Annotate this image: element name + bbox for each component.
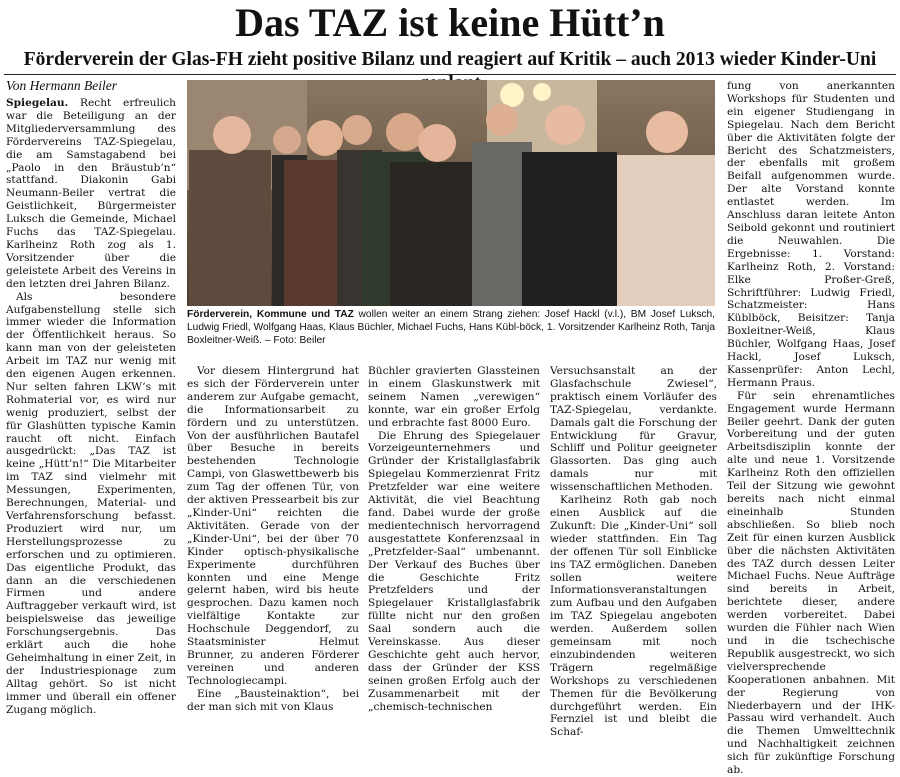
article-column-3: [368, 365, 540, 713]
group-photo-illustration: [187, 80, 715, 306]
paragraph-text: Für sein ehrenamtliches Engagement wurde Hermann Beiler geehrt. Dank der guten Vorbereitung und der guten Arbeitsdisziplin konnte der alte und neue 1. Vorsitzende Karlheinz Roth den offiziellen Teil der Sitzung wie gewohnt bereits nach nicht einmal eineinhalb Stunden abschließen. So blieb noch Zeit für einen kurzen Ausblick über die nächsten Aktivitäten des TAZ durch dessen Leiter Michael Fuchs. Neue Aufträge sind bereits in Arbeit, berichtete dieser, andere werden vorbereitet. Dabei wurden die Fühler nach Wien und in die tschechische Republik ausgestreckt, wo sich vielversprechende Kooperationen anbahnen. Mit der Regierung von Niederbayern und der IHK-Passau wird verhandelt. Auch die Themen Umwelttechnik und Nachhaltigkeit zeichnen sich für zukünftige Forschung ab.: [727, 389, 895, 777]
article-column-4: [550, 365, 717, 739]
dateline: Spiegelau.: [6, 97, 69, 109]
paragraph: [550, 365, 717, 494]
paragraph: [187, 688, 359, 714]
paragraph: [368, 430, 540, 714]
byline: Von Hermann Beiler: [6, 78, 117, 93]
article-column-5: [727, 80, 895, 777]
paragraph: [6, 291, 176, 717]
caption-bold: Förderverein, Kommune und TAZ: [187, 309, 354, 320]
paragraph-text: Karlheinz Roth gab noch einen Ausblick auf die Zukunft: Die „Kinder-Uni“ soll wieder stattfinden. Ein Tag der offenen Tür soll Einblicke ins TAZ ermöglichen. Daneben sollen weitere Informationsveranstaltungen zum Aufbau und den Aufgaben im TAZ Spiegelau angeboten werden. Außerdem sollen gemeinsam mit noch einzubindenden weiteren Trägern regelmäßige Workshops zu verschiedenen Themen für die Bevölkerung durchgeführt werden. Ein Fernziel ist und bleibt die Schaf-: [550, 494, 717, 739]
paragraph-text: Büchler gravierten Glassteinen in einem Glaskunstwerk mit seinem Namen „verewigen“ konnte, war ein großer Erfolg und erbrachte fast 8000 Euro.: [368, 365, 540, 429]
article-column-2: [187, 365, 359, 713]
headline: Das TAZ ist keine Hütt’n: [235, 0, 665, 45]
paragraph-text: Recht erfreulich war die Beteiligung an der Mitgliederversammlung des Fördervereins TAZ-Spiegelau, die am Samstagabend bei „Paolo in den Bräustub’n“ stattfand. Diakonin Gabi Neumann-Beiler vertrat die Geistlichkeit, Bürgermeister Luksch die Gemeinde, Michael Fuchs das TAZ-Spiegelau. Karlheinz Roth zog als 1. Vorsitzender über die geleistete Arbeit des Vereins in den letzten drei Jahren Bilanz.: [6, 97, 176, 290]
paragraph-text: Vor diesem Hintergrund hat es sich der Förderverein unter anderem zur Aufgabe gemacht, die Informationsarbeit zu fördern und zu unterstützen. Von der ausführlichen Bautafel über Besuche in bereits bestehenden Technologie Campi, von Glaswettbewerb bis zum Tag der offenen Tür, von der aktiven Pressearbeit bis zur „Kinder-Uni“ reichten die Aktivitäten. Gerade von der „Kinder-Uni“, bei der über 70 Kinder optisch-physikalische Experimente durchführen konnten und eine Menge gelernt haben, wird bis heute gesprochen. Dazu kamen noch vielfältige Kontakte zur Hochschule Deggendorf, zu Staatsminister Helmut Brunner, zu anderen Förderer vereinen und anderen Technologiecampi.: [187, 365, 359, 687]
photo-credit: – Foto: Beiler: [262, 335, 326, 347]
paragraph-text: Versuchsanstalt an der Glasfachschule Zwiesel“, praktisch einem Vorläufer des TAZ-Spiegelau, verdankte. Damals galt die Forschung der Entwicklung für Gravur, Schliff und Politur geeigneter Glassorten. Das ging auch damals nur mit wissenschaftlichen Methoden.: [550, 365, 717, 494]
paragraph-text: Eine „Bausteinaktion“, bei der man sich mit von Klaus: [187, 687, 359, 713]
divider: [4, 74, 896, 75]
caption-text: wollen weiter an einem Strang ziehen: Josef Hackl (v.l.), BM Josef Luksch, Ludwig Friedl, Wolfgang Haas, Klaus Büchler, Michael Fuchs, Hans Kübl-böck, 1. Vorsitzender Karlheinz Roth, Tanja Boxleitner-Weiß.: [187, 309, 716, 347]
paragraph: [368, 365, 540, 430]
paragraph-text: fung von anerkannten Workshops für Studenten und ein eigener Studiengang in Spiegelau. Nach dem Bericht über die Aktivitäten folgte der Bericht des Schatzmeisters, der ebenfalls mit großem Beifall aufgenommen wurde. Der alte Vorstand konnte entlastet werden. Im Anschluss daran leitete Anton Seibold gekonnt und routiniert die Neuwahlen. Die Ergebnisse: 1. Vorstand: Karlheinz Roth, 2. Vorstand: Elke Proßer-Greß, Schriftführer: Ludwig Friedl, Schatzmeister: Hans Küblböck, Beisitzer: Tanja Boxleitner-Weiß, Klaus Büchler, Wolfgang Haas, Josef Hackl, Josef Luksch, Kassenprüfer: Anton Lechl, Hermann Praus.: [727, 80, 895, 389]
paragraph: [6, 97, 176, 291]
paragraph: [187, 365, 359, 688]
group-photo: [187, 80, 715, 306]
paragraph: [550, 494, 717, 739]
paragraph: [727, 80, 895, 390]
paragraph-text: Die Ehrung des Spiegelauer Vorzeigeunternehmers und Gründer der Kristallglasfabrik Spiegelau Kommerzienrat Fritz Pretzfelder war eine weitere Aktivität, die viel Beachtung fand. Dabei wurde der große medientechnisch hervorragend ausgestattete Konferenzsaal in „Pretzfelder-Saal“ umbenannt. Der Verkauf des Buches über die Geschichte Fritz Pretzfelders und der Spiegelauer Kristallglasfabrik füllte nicht nur den großen Saal sondern auch die Vereinskasse. Aus dieser Geschichte geht auch hervor, dass der Gründer der KSS seinen großen Erfolg auch der Zusammenarbeit mit der „chemisch-technischen: [368, 429, 540, 713]
article-column-1: [6, 97, 176, 716]
photo-caption: [187, 308, 715, 348]
paragraph-text: Als besondere Aufgabenstellung stelle sich immer wieder die Information der Öffentlichkeit heraus. So kann man von der geleisteten Arbeit im TAZ nur wenig mit den eigenen Augen erkennen. Nur selten fahren LKW’s mit Rohmaterial vor, es wird nur wenig produziert, selbst der für Glashütten typische Kamin raucht oft nicht. Einfach ausgedrückt: „Das TAZ ist keine „Hütt’n!“ Die Mitarbeiter im TAZ sind vielmehr mit Messungen, Experimenten, Berechnungen, Material- und Verfahrensforschung befasst. Produziert wird nur, um Herstellungsprozesse zu erforschen und zu optimieren. Das eigentliche Produkt, das dann an die verschiedenen Firmen und andere Auftraggeber verkauft wird, ist beispielsweise das jeweilige Forschungsergebnis. Das erklärt auch die hohe Geheimhaltung in einer Zeit, in der Industriespionage zum Alltag gehört. So ist nicht immer und überall ein offener Zugang möglich.: [6, 290, 176, 716]
subheadline: Förderverein der Glas-FH zieht positive Bilanz und reagiert auf Kritik – auch 2013 wieder Kinder-Uni: [23, 49, 877, 70]
paragraph: [727, 390, 895, 777]
